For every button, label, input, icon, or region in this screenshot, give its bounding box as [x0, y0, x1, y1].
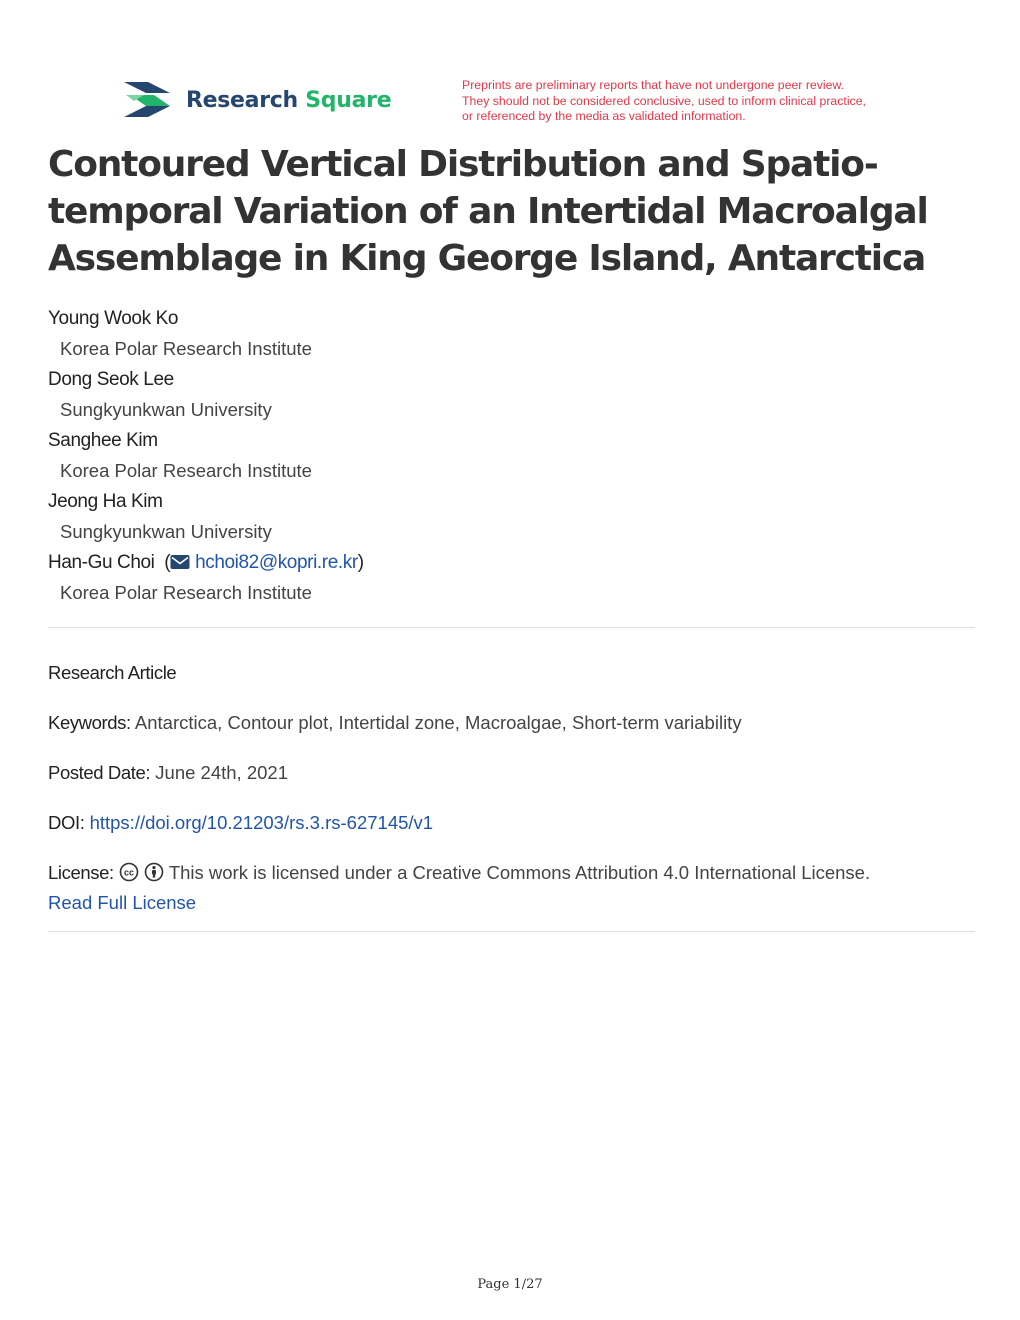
creative-commons-icon — [119, 862, 139, 882]
research-square-logo[interactable] — [124, 82, 391, 118]
author-name: Young Wook Ko — [48, 308, 179, 329]
author-list — [48, 306, 978, 611]
preprint-disclaimer — [462, 78, 922, 125]
attribution-icon — [144, 862, 164, 882]
author-name: Dong Seok Lee — [48, 369, 174, 390]
doi-link[interactable]: https://doi.org/10.21203/rs.3.rs-627145/v1 — [89, 812, 434, 833]
corresponding-author: Han-Gu Choi ( hchoi82@kopri.re.kr) — [48, 552, 364, 573]
author-name: Han-Gu Choi — [48, 552, 155, 573]
page-header — [124, 78, 924, 128]
research-square-logo-icon — [124, 82, 176, 118]
logo-word-research: Research — [186, 87, 298, 113]
author-name: Sanghee Kim — [48, 430, 158, 451]
disclaimer-line: They should not be considered conclusive, used to inform clinical practice, — [462, 93, 866, 108]
author-affiliation: Sungkyunkwan University — [60, 521, 272, 542]
author-affiliation: Korea Polar Research Institute — [60, 338, 312, 359]
envelope-icon — [170, 554, 190, 570]
keywords-row — [48, 708, 978, 738]
author-affiliation: Sungkyunkwan University — [60, 399, 272, 420]
logo-text — [186, 88, 391, 113]
keywords-value: Antarctica, Contour plot, Intertidal zone, Macroalgae, Short-term variability — [134, 712, 742, 733]
read-full-license-link[interactable]: Read Full License — [48, 892, 197, 913]
article-type-value: Research Article — [48, 662, 177, 683]
article-type — [48, 658, 978, 688]
posted-date-label: Posted Date: — [48, 762, 151, 783]
disclaimer-line: or referenced by the media as validated information. — [462, 109, 746, 123]
license-label: License: — [48, 862, 114, 883]
license-row — [48, 858, 978, 918]
divider — [48, 931, 975, 932]
paper-title: Contoured Vertical Distribution and Spatio-temporal Variation of an Intertidal Macroalgal Assemblage in King George Island, Antarctica — [48, 144, 928, 279]
divider — [48, 627, 975, 628]
author-affiliation: Korea Polar Research Institute — [60, 460, 312, 481]
doi-row — [48, 808, 978, 838]
author-name: Jeong Ha Kim — [48, 491, 163, 512]
posted-date-value: June 24th, 2021 — [155, 762, 288, 783]
author-affiliation: Korea Polar Research Institute — [60, 582, 312, 603]
author-email-link[interactable]: hchoi82@kopri.re.kr — [195, 552, 358, 573]
logo-word-square: Square — [305, 87, 392, 113]
license-text: This work is licensed under a Creative Commons Attribution 4.0 International License. — [168, 862, 871, 883]
keywords-label: Keywords: — [48, 712, 131, 733]
page-number: Page 1/27 — [477, 1277, 543, 1292]
svg-text:cc: cc — [123, 867, 134, 878]
doi-label: DOI: — [48, 812, 85, 833]
disclaimer-line: Preprints are preliminary reports that have not undergone peer review. — [462, 78, 845, 92]
posted-date-row — [48, 758, 978, 788]
